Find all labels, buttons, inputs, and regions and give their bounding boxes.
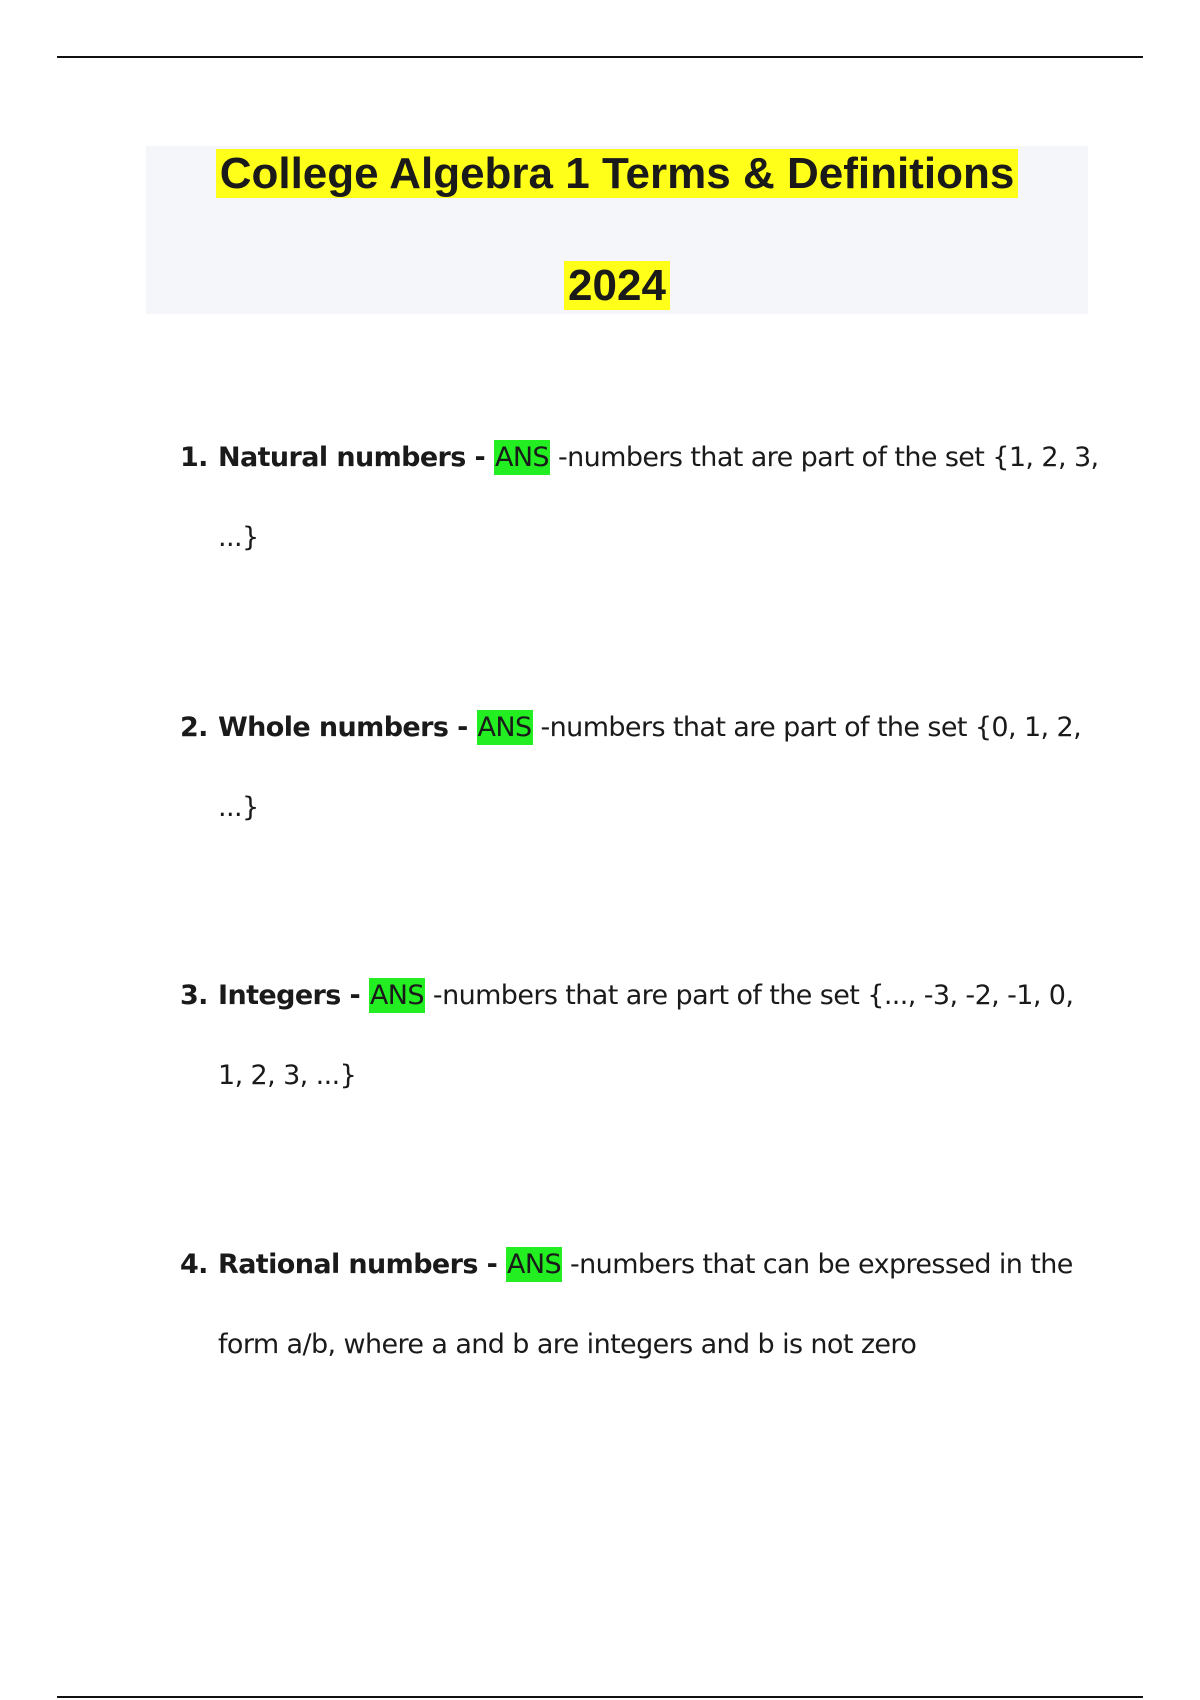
ans-badge: ANS [507,1249,562,1280]
item-definition: -numbers that can be expressed in the form a/b, where a and b are integers and b is not zero [218,1249,1073,1360]
item-definition: -numbers that are part of the set {0, 1, 2, ...} [218,712,1082,823]
item-number: 3. [180,980,208,1011]
item-term: Whole numbers - [218,712,477,743]
header-rule [57,56,1143,58]
title-line-1 [146,146,1088,202]
item-number: 2. [180,712,208,743]
item-body [218,1225,1100,1385]
ans-badge: ANS [494,442,549,473]
item-body [218,688,1100,848]
item-body [218,418,1100,578]
title-year: 2024 [564,261,670,310]
item-number: 4. [180,1249,208,1280]
title-text: College Algebra 1 Terms & Definitions [216,149,1019,198]
title-block [146,146,1088,314]
item-definition: -numbers that are part of the set {..., -3, -2, -1, 0, 1, 2, 3, ...} [218,980,1074,1091]
list-item-rational-numbers [180,1225,1100,1385]
list-item-integers [180,956,1100,1116]
item-term: Integers - [218,980,369,1011]
title-line-2 [146,258,1088,314]
ans-badge: ANS [477,712,532,743]
ans-badge: ANS [369,980,424,1011]
list-item-whole-numbers [180,688,1100,848]
item-definition: -numbers that are part of the set {1, 2, 3, ...} [218,442,1099,553]
item-term: Natural numbers - [218,442,494,473]
item-number: 1. [180,442,208,473]
item-body [218,956,1100,1116]
list-item-natural-numbers [180,418,1100,578]
item-term: Rational numbers - [218,1249,507,1280]
footer-rule [57,1696,1143,1698]
